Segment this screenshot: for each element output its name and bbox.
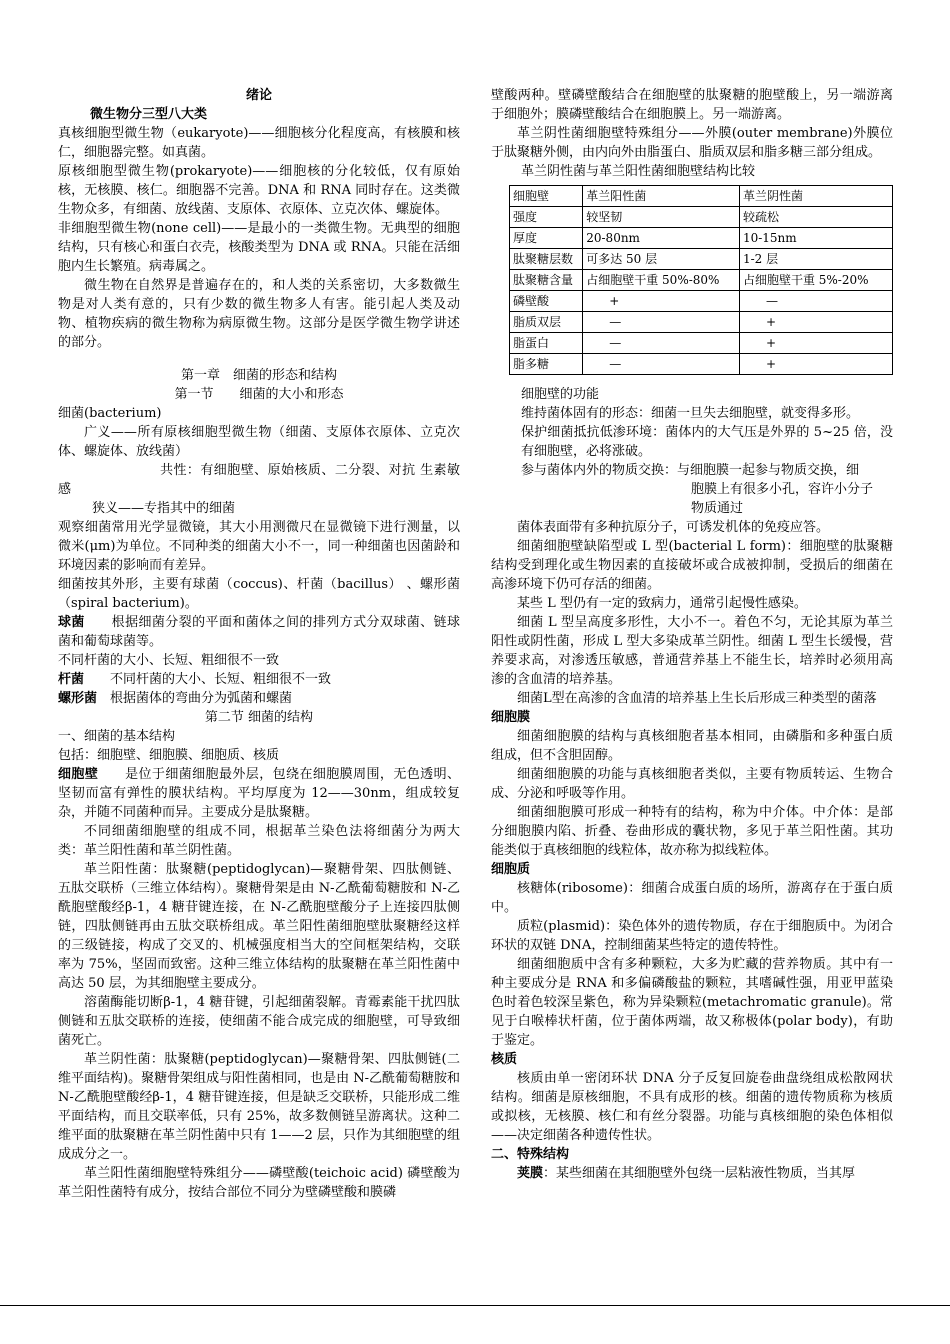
- para-eukaryote: 真核细胞型微生物（eukaryote)——细胞核分化程度高，有核膜和核仁，细胞器完整。如真菌。: [58, 126, 460, 160]
- bacterium-term: 细菌(bacterium): [58, 406, 162, 421]
- table-cell: 肽聚糖层数: [510, 249, 583, 270]
- table-row: [510, 270, 893, 291]
- para-capsule: [491, 1164, 893, 1183]
- doc-subtitle: 微生物分三型八大类: [90, 107, 208, 122]
- capsule-term: 荚膜: [517, 1166, 544, 1181]
- table-row: [510, 228, 893, 249]
- para-microbes: 微生物在自然界是普遍存在的，和人类的关系密切，大多数微生物是对人类有意的，只有少数的微生物多人有害。能引起人类及动物、植物疾病的微生物称为病原微生物。这部分是医学微生物学讲述的部分。: [58, 278, 460, 350]
- wall-function-3c: 物质通过: [691, 501, 744, 516]
- spiral-text: 根据菌体的弯曲分为弧菌和螺菌: [97, 691, 293, 706]
- chapter-heading: 第一章 细菌的形态和结构: [180, 368, 337, 383]
- table-cell: 强度: [510, 207, 583, 228]
- para-membrane-3: 细菌细胞膜可形成一种特有的结构，称为中介体。中介体：是部分细胞膜内陷、折叠、卷曲形成的囊状物，多见于革兰阳性菌。其功能类似于真核细胞的线粒体，故亦称为拟线粒体。: [491, 805, 893, 858]
- table-cell: +: [739, 312, 892, 333]
- comparison-table: [509, 185, 893, 375]
- para-gram-negative: 革兰阴性菌：肽聚糖(peptidoglycan)—聚糖骨架、四肽侧链(二维平面结构)。聚糖骨架组成与阳性菌相同，也是由 N-乙酰葡萄糖胺和 N-乙酰胞壁酸经β-1，4 糖苷键连接，但是缺乏交联桥，只能形成二维平面结构，而且交联率低，只有 25%，故多数侧链呈游离状。这种二维平面的肽聚糖在革兰阴性菌中只有 1——2 层，只作为其细胞壁的组成成分之一。: [58, 1052, 460, 1162]
- table-cell: +: [583, 291, 740, 312]
- para-membrane-1: 细菌细胞膜的结构与真核细胞者基本相同，由磷脂和多种蛋白质组成，但不含胆固醇。: [491, 729, 893, 763]
- table-cell: —: [583, 333, 740, 354]
- table-cell: 磷壁酸: [510, 291, 583, 312]
- table-cell: 革兰阴性菌: [739, 186, 892, 207]
- wall-function-3b: 胞膜上有很多小孔，容许小分子: [691, 482, 874, 497]
- rod-term: 杆菌: [58, 672, 85, 687]
- para-wall: [58, 765, 460, 822]
- table-row: [510, 333, 893, 354]
- table-cell: 脂多糖: [510, 354, 583, 375]
- table-cell: 较疏松: [739, 207, 892, 228]
- para-gram: 不同细菌细胞壁的组成不同，根据革兰染色法将细菌分为两大类：革兰阳性菌和革兰阴性菌。: [58, 824, 460, 858]
- wall-function-1: 维持菌体固有的形态：细菌一旦失去细胞壁，就变得多形。: [521, 406, 860, 421]
- wall-text: 是位于细菌细胞最外层，包绕在细胞膜周围，无色透明、坚韧而富有弹性的膜状结构。平均厚度为 12——30nm，组成较复杂，并随不同菌种而异。主要成分是肽聚糖。: [58, 767, 460, 820]
- page-bottom-rule: [0, 1305, 950, 1306]
- para-teichoic: 革兰阳性菌细胞壁特殊组分——磷壁酸(teichoic acid) 磷壁酸为革兰阳性菌特有成分，按结合部位不同分为壁磷壁酸和膜磷: [58, 1166, 460, 1200]
- table-cell: 厚度: [510, 228, 583, 249]
- table-cell: —: [583, 312, 740, 333]
- wall-function-3a: 参与菌体内外的物质交换：与细胞膜一起参与物质交换，细: [521, 463, 860, 478]
- section2-heading: 第二节 细菌的结构: [204, 710, 314, 725]
- doc-title: 绪论: [245, 88, 272, 103]
- broad-definition: 广义——所有原核细胞型微生物（细菌、支原体衣原体、立克次体、螺旋体、放线菌）: [58, 425, 460, 459]
- table-row: [510, 249, 893, 270]
- table-cell: 10-15nm: [739, 228, 892, 249]
- para-lform: 细菌细胞壁缺陷型或 L 型(bacterial L form)：细胞壁的肽聚糖结构受到理化或生物因素的直接破坏或合成被抑制，受损后的细菌在高渗环境下仍可存活的细菌。: [491, 539, 893, 592]
- table-cell: 1-2 层: [739, 249, 892, 270]
- para-cytoplasm-2: 质粒(plasmid)：染色体外的遗传物质，存在于细胞质中。为闭合环状的双链 DNA，控制细菌某些特定的遗传特性。: [491, 919, 893, 953]
- para-lform-2: 某些 L 型仍有一定的致病力，通常引起慢性感染。: [517, 596, 807, 611]
- table-cell: —: [583, 354, 740, 375]
- capsule-text: ：某些细菌在其细胞壁外包绕一层粘液性物质，当其厚: [543, 1166, 856, 1181]
- basic-structure-heading: 一、细菌的基本结构: [58, 729, 176, 744]
- table-cell: 占细胞壁干重 50%-80%: [583, 270, 740, 291]
- table-cell: 脂蛋白: [510, 333, 583, 354]
- table-cell: 脂质双层: [510, 312, 583, 333]
- para-prokaryote: 原核细胞型微生物(prokaryote)——细胞核的分化较低，仅有原始核，无核膜、核仁。细胞器不完善。DNA 和 RNA 同时存在。这类微生物众多，有细菌、放线菌、支原体、衣原体、立克次体、螺旋体。: [58, 164, 460, 217]
- table-cell: 20-80nm: [583, 228, 740, 249]
- spiral-term: 螺形菌: [58, 691, 98, 706]
- left-column: [58, 86, 460, 1202]
- para-membrane-2: 细菌细胞膜的功能与真核细胞者类似，主要有物质转运、生物合成、分泌和呼吸等作用。: [491, 767, 893, 801]
- para-lform-3: 细菌 L 型呈高度多形性，大小不一。着色不匀，无论其原为革兰阳性或阴性菌，形成 L 型大多染成革兰阴性。细菌 L 型生长缓慢，营养要求高，对渗透压敏感，普通营养基上不能生长，培养时必须用高渗的含血清的培养基。: [491, 615, 893, 687]
- table-cell: —: [739, 291, 892, 312]
- para-outer-membrane: 革兰阴性菌细胞壁特殊组分——外膜(outer membrane)外膜位于肽聚糖外侧，由内向外由脂蛋白、脂质双层和脂多糖三部分组成。: [491, 126, 893, 160]
- para-cytoplasm-3: 细菌细胞质中含有多种颗粒，大多为贮藏的营养物质。其中有一种主要成分是 RNA 和多偏磷酸盐的颗粒，其嗜碱性强，用亚甲蓝染色时着色较深呈紫色，称为异染颗粒(metachromatic granule)。常见于白喉棒状杆菌，位于菌体两端，故又称极体(polar body)，有助于鉴定。: [491, 957, 893, 1048]
- para-nucleoid: 核质由单一密闭环状 DNA 分子反复回旋卷曲盘绕组成松散网状结构。细菌是原核细胞，不具有成形的核。细菌的遗传物质称为核质或拟核，无核膜、核仁和有丝分裂器。功能与真核细胞的染色体相似——决定细菌各种遗传性状。: [491, 1071, 893, 1143]
- table-cell: 占细胞壁干重 5%-20%: [739, 270, 892, 291]
- wall-term: 细胞壁: [58, 767, 99, 782]
- table-cell: +: [739, 354, 892, 375]
- right-column: [491, 86, 893, 1183]
- table-cell: 细胞壁: [510, 186, 583, 207]
- common-traits: 共性：有细胞壁、原始核质、二分裂、对抗 生素敏感: [58, 463, 460, 497]
- para-spiral: [58, 689, 460, 708]
- table-row: [510, 312, 893, 333]
- cytoplasm-heading: 细胞质: [491, 862, 531, 877]
- membrane-heading: 细胞膜: [491, 710, 531, 725]
- para-rod: [58, 670, 460, 689]
- para-lysozyme: 溶菌酶能切断β-1，4 糖苷键，引起细菌裂解。青霉素能干扰四肽侧链和五肽交联桥的连接，使细菌不能合成完成的细胞壁，可导致细菌死亡。: [58, 995, 460, 1048]
- para-observe: 观察细菌常用光学显微镜，其大小用测微尺在显微镜下进行测量，以微米(μm)为单位。不同种类的细菌大小不一，同一种细菌也因菌龄和环境因素的影响而有差异。: [58, 520, 460, 573]
- wall-function-2: 保护细菌抵抗低渗环境：菌体内的大气压是外界的 5~25 倍，没有细胞壁，必将涨破。: [521, 425, 893, 459]
- table-row: [510, 354, 893, 375]
- section1-heading: 第一节 细菌的大小和形态: [174, 387, 344, 402]
- table-cell: +: [739, 333, 892, 354]
- para-cytoplasm-1: 核糖体(ribosome)：细菌合成蛋白质的场所，游离存在于蛋白质中。: [491, 881, 893, 915]
- table-row: [510, 186, 893, 207]
- para-continue: 壁酸两种。壁磷壁酸结合在细胞壁的肽聚糖的胞壁酸上，另一端游离于细胞外；膜磷壁酸结合在细胞膜上。另一端游离。: [491, 88, 893, 122]
- para-include: 包括：细胞壁、细胞膜、细胞质、核质: [58, 748, 280, 763]
- rod-text: 不同杆菌的大小、长短、粗细很不一致: [84, 672, 332, 687]
- para-gram-positive: 革兰阳性菌：肽聚糖(peptidoglycan)—聚糖骨架、四肽侧链、五肽交联桥（三维立体结构）。聚糖骨架是由 N-乙酰葡萄糖胺和 N-乙酰胞壁酸经β-1，4 糖苷键连接，在 N-乙酰胞壁酸分子上连接四肽侧链，四肽侧链再由五肽交联桥组成。革兰阳性菌细胞壁肽聚糖经这样的三级链接，构成了交叉的、机械强度相当大的空间框架结构，交联率为 75%，坚固而致密。这种三维立体结构的肽聚糖在革兰阳性菌中高达 50 层，为其细胞壁主要成分。: [58, 862, 460, 991]
- table-cell: 可多达 50 层: [583, 249, 740, 270]
- coccus-text: 根据细菌分裂的平面和菌体之间的排列方式分双球菌、链球菌和葡萄球菌等。: [58, 615, 460, 649]
- para-noncell: 非细胞型微生物(none cell)——是最小的一类微生物。无典型的细胞结构，只有核心和蛋白衣壳，核酸类型为 DNA 或 RNA。只能在活细胞内生长繁殖。病毒属之。: [58, 221, 460, 274]
- table-title: 革兰阴性菌与革兰阳性菌细胞壁结构比较: [521, 164, 756, 179]
- narrow-definition: 狭义——专指其中的细菌: [92, 501, 236, 516]
- para-rod-line: 不同杆菌的大小、长短、粗细很不一致: [58, 653, 280, 668]
- coccus-term: 球菌: [58, 615, 85, 630]
- para-lform-4: 细菌L型在高渗的含血清的培养基上生长后形成三种类型的菌落: [517, 691, 877, 706]
- nucleoid-heading: 核质: [491, 1052, 518, 1067]
- wall-function-title: 细胞壁的功能: [521, 387, 600, 402]
- table-row: [510, 291, 893, 312]
- table-row: [510, 207, 893, 228]
- special-structure-heading: 二、特殊结构: [491, 1147, 570, 1162]
- table-cell: 革兰阳性菌: [583, 186, 740, 207]
- table-cell: 肽聚糖含量: [510, 270, 583, 291]
- para-antigen: 菌体表面带有多种抗原分子，可诱发机体的免疫应答。: [517, 520, 830, 535]
- para-shape: 细菌按其外形，主要有球菌（coccus)、杆菌（bacillus） 、螺形菌（spiral bacterium)。: [58, 577, 460, 611]
- para-coccus: [58, 613, 460, 651]
- table-cell: 较坚韧: [583, 207, 740, 228]
